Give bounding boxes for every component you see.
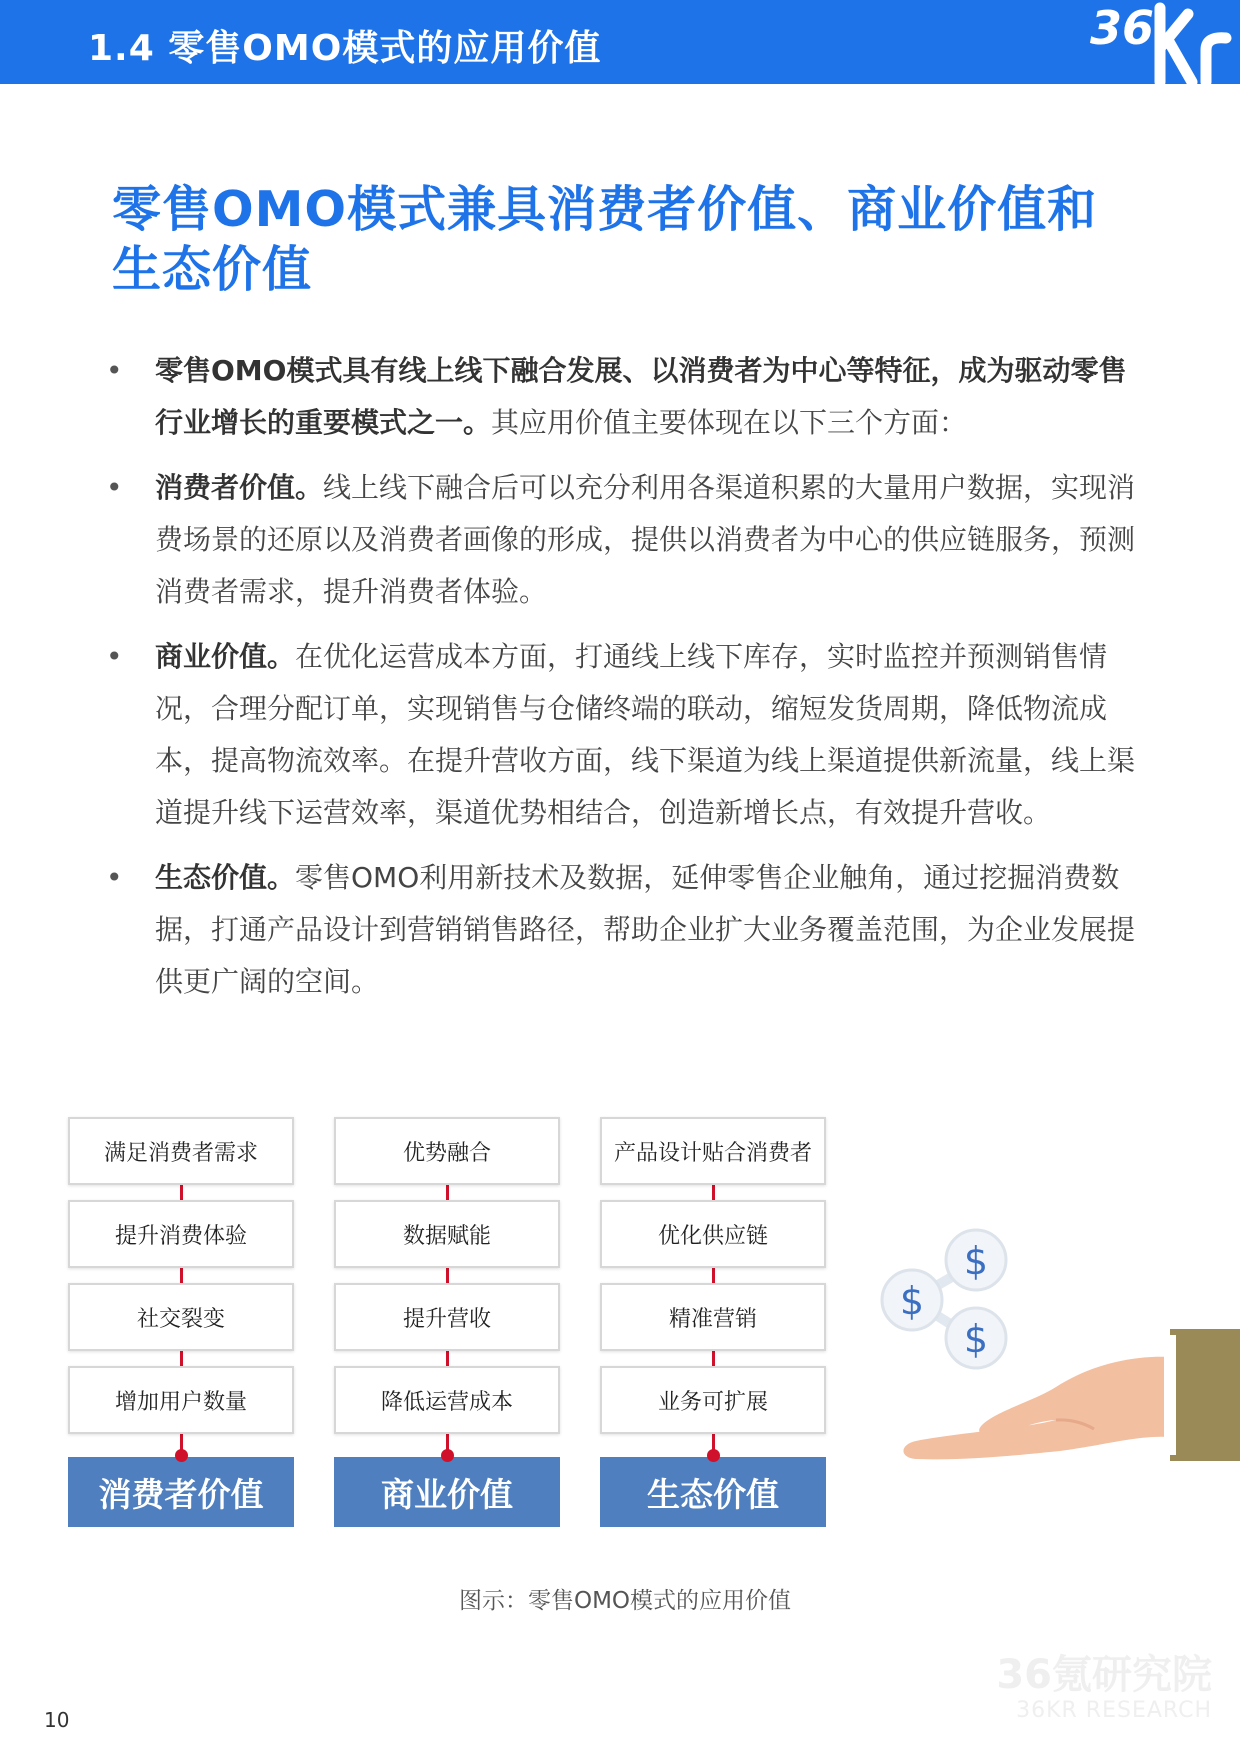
watermark xyxy=(996,1652,1212,1724)
value-box-business: 商业价值 xyxy=(334,1457,560,1527)
bullet-dot: • xyxy=(106,354,123,387)
feature-box: 数据赋能 xyxy=(334,1200,560,1268)
headline-line-2: 生态价值 xyxy=(112,241,313,298)
bullet-item-intro xyxy=(100,345,1140,449)
connector-dot xyxy=(707,1449,720,1462)
connector-dot xyxy=(175,1449,188,1462)
feature-box: 满足消费者需求 xyxy=(68,1117,294,1185)
coin-icon xyxy=(882,1270,942,1330)
bullet-lead: 消费者价值。 xyxy=(155,471,324,504)
page-headline xyxy=(112,180,1132,300)
feature-box: 产品设计贴合消费者 xyxy=(600,1117,826,1185)
bullet-dot: • xyxy=(106,471,123,504)
bullet-body: 线上线下融合后可以充分利用各渠道积累的大量用户数据，实现消费场景的还原以及消费者画像的形成，提供以消费者为中心的供应链服务，预测消费者需求，提升消费者体验。 xyxy=(155,471,1136,608)
bullet-lead: 零售OMO模式具有线上线下融合发展、以消费者为中心等特征，成为驱动零售行业增长的重要模式之一。 xyxy=(155,354,1127,439)
feature-box: 降低运营成本 xyxy=(334,1366,560,1434)
feature-box: 精准营销 xyxy=(600,1283,826,1351)
page-number: 10 xyxy=(44,1708,70,1732)
feature-box: 业务可扩展 xyxy=(600,1366,826,1434)
feature-box: 社交裂变 xyxy=(68,1283,294,1351)
sleeve xyxy=(1170,1329,1240,1461)
coin-symbol: $ xyxy=(963,1317,989,1361)
bullet-dot: • xyxy=(106,640,123,673)
connector-dot xyxy=(441,1449,454,1462)
section-title: 1.4 零售OMO模式的应用价值 xyxy=(88,28,602,69)
feature-box: 优化供应链 xyxy=(600,1200,826,1268)
bullet-lead: 商业价值。 xyxy=(155,640,296,673)
logo-r-shape xyxy=(1206,38,1226,82)
bullet-body: 零售OMO利用新技术及数据，延伸零售企业触角，通过挖掘消费数据，打通产品设计到营销销售路径，帮助企业扩大业务覆盖范围，为企业发展提供更广阔的空间。 xyxy=(155,861,1136,998)
cuff xyxy=(1164,1335,1176,1455)
coin-icon xyxy=(946,1308,1006,1368)
value-box-consumer: 消费者价值 xyxy=(68,1457,294,1527)
brand-logo xyxy=(1080,0,1240,84)
bullet-item-consumer-value xyxy=(100,462,1140,618)
diagram-column-ecosystem xyxy=(600,1117,826,1527)
bullet-body: 在优化运营成本方面，打通线上线下库存，实时监控并预测销售情况，合理分配订单，实现销售与仓储终端的联动，缩短发货周期，降低物流成本，提高物流效率。在提升营收方面，线下渠道为线上渠道提供新流量，线上渠道提升线下运营效率，渠道优势相结合，创造新增长点，有效提升营收。 xyxy=(155,640,1136,829)
watermark-en: 36KR RESEARCH xyxy=(1016,1698,1212,1723)
coin-symbol: $ xyxy=(899,1279,925,1323)
bullet-item-business-value xyxy=(100,631,1140,839)
headline-line-1: 零售OMO模式兼具消费者价值、商业价值和 xyxy=(112,181,1098,238)
bullet-lead: 生态价值。 xyxy=(155,861,296,894)
value-diagram xyxy=(68,1117,828,1537)
hand-coins-illustration xyxy=(870,1215,1240,1515)
feature-box: 提升消费体验 xyxy=(68,1200,294,1268)
bullet-dot: • xyxy=(106,861,123,894)
bullet-item-ecosystem-value xyxy=(100,852,1140,1008)
header-band xyxy=(0,0,1240,84)
coin-symbol: $ xyxy=(963,1239,989,1283)
diagram-column-business xyxy=(334,1117,560,1527)
logo-k-shape xyxy=(1160,8,1192,82)
diagram-column-consumer xyxy=(68,1117,294,1527)
watermark-cn: 36氪研究院 xyxy=(996,1652,1212,1698)
coin-icon xyxy=(946,1230,1006,1290)
bullet-body: 其应用价值主要体现在以下三个方面： xyxy=(491,406,968,439)
feature-box: 增加用户数量 xyxy=(68,1366,294,1434)
open-hand xyxy=(903,1357,1170,1460)
feature-box: 提升营收 xyxy=(334,1283,560,1351)
bullet-list xyxy=(100,345,1140,1021)
figure-caption: 图示：零售OMO模式的应用价值 xyxy=(458,1588,792,1614)
logo-digits: 36 xyxy=(1090,1,1155,55)
feature-box: 优势融合 xyxy=(334,1117,560,1185)
value-box-ecosystem: 生态价值 xyxy=(600,1457,826,1527)
